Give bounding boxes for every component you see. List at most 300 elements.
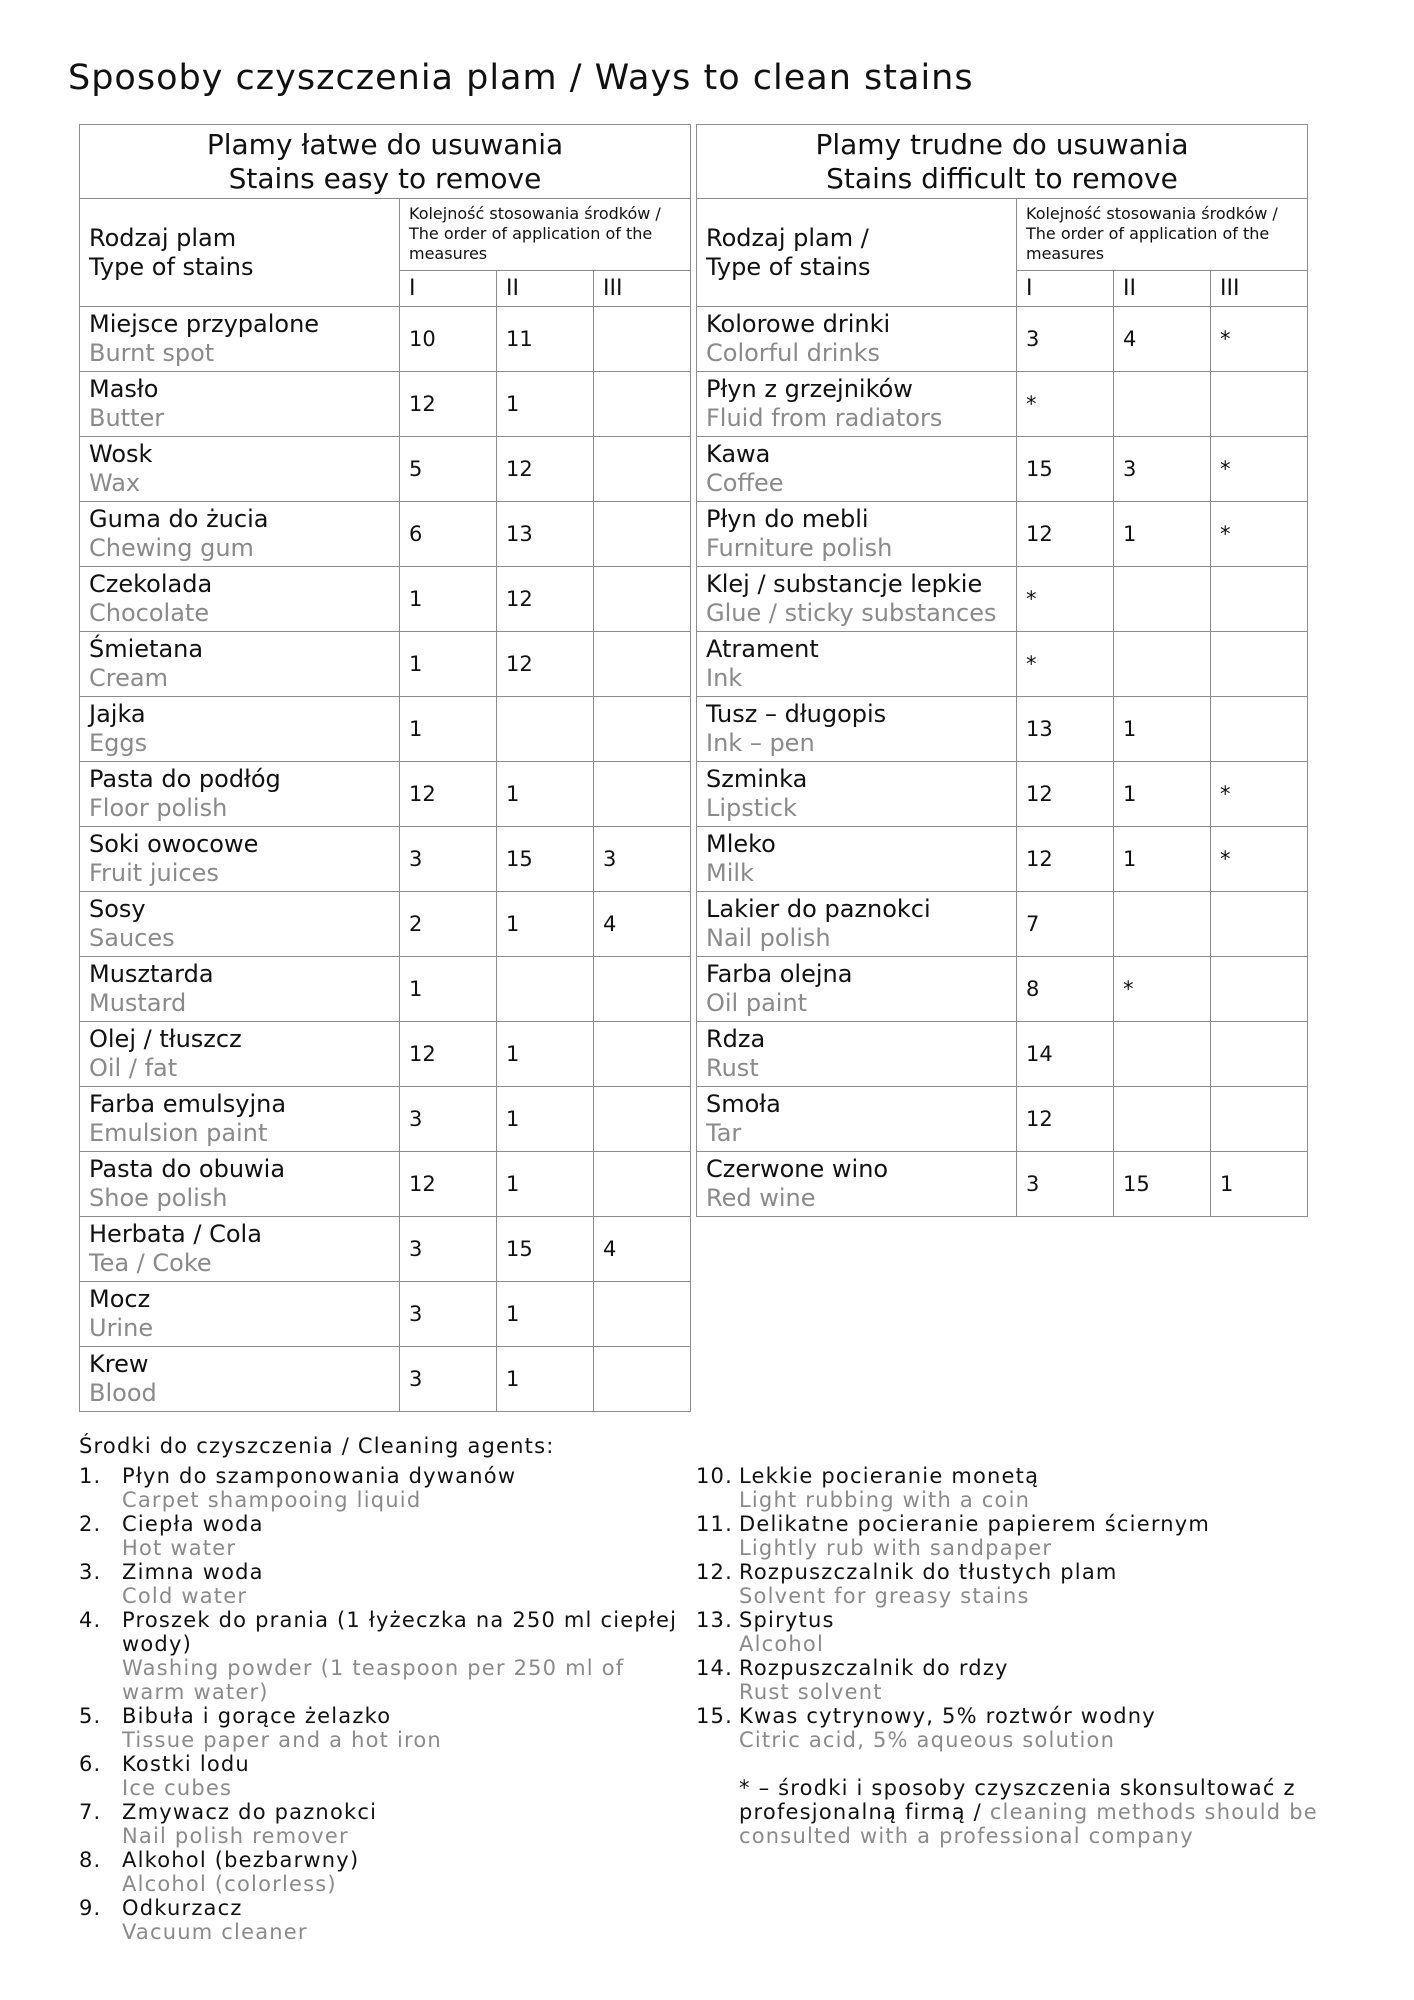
order-iii-cell	[1211, 632, 1308, 697]
order-ii-cell: 15	[497, 827, 594, 892]
stain-type-cell	[80, 1282, 400, 1347]
stain-type-cell	[697, 1152, 1017, 1217]
agent-number: 3.	[79, 1560, 102, 1584]
stain-row	[80, 372, 691, 437]
cleaning-agent-item	[79, 1800, 679, 1848]
stain-name-en: Red wine	[706, 1184, 816, 1212]
order-iii-cell	[594, 632, 691, 697]
hard-order-header: Kolejność stosowania środków / The order of application of the measures	[1017, 199, 1308, 271]
order-i-cell: 14	[1017, 1022, 1114, 1087]
stain-type-cell	[697, 1022, 1017, 1087]
easy-order-header: Kolejność stosowania środków / The order of application of the measures	[400, 199, 691, 271]
stain-name-en: Oil paint	[706, 989, 808, 1017]
agent-number: 1.	[79, 1464, 102, 1488]
stain-name-en: Emulsion paint	[89, 1119, 268, 1147]
stain-row	[697, 307, 1308, 372]
hard-col-ii: II	[1114, 271, 1211, 307]
stain-row	[80, 307, 691, 372]
order-ii-cell	[497, 957, 594, 1022]
order-i-cell: 3	[400, 1087, 497, 1152]
stain-name-en: Eggs	[89, 729, 148, 757]
order-i-cell: 12	[400, 762, 497, 827]
agent-name-en: Hot water	[122, 1536, 237, 1560]
stain-name-pl: Pasta do podłóg	[89, 765, 281, 793]
stain-row	[697, 502, 1308, 567]
agent-number: 10.	[696, 1464, 733, 1488]
order-ii-cell: 12	[497, 632, 594, 697]
stain-type-cell	[80, 502, 400, 567]
stain-row	[697, 1022, 1308, 1087]
stain-name-pl: Szminka	[706, 765, 808, 793]
stain-name-en: Ink – pen	[706, 729, 815, 757]
order-i-cell: 3	[400, 1347, 497, 1412]
stain-name-pl: Soki owocowe	[89, 830, 259, 858]
stain-type-cell	[697, 1087, 1017, 1152]
order-i-cell: 8	[1017, 957, 1114, 1022]
agent-name-en: Solvent for greasy stains	[739, 1584, 1030, 1608]
stain-name-pl: Herbata / Cola	[89, 1220, 262, 1248]
order-i-cell: 3	[1017, 307, 1114, 372]
agent-name-en: Lightly rub with sandpaper	[739, 1536, 1053, 1560]
order-i-cell: 12	[400, 1152, 497, 1217]
stain-name-en: Cream	[89, 664, 168, 692]
stain-row	[697, 957, 1308, 1022]
stain-name-pl: Kolorowe drinki	[706, 310, 891, 338]
stain-type-cell	[80, 1217, 400, 1282]
order-ii-cell: 1	[497, 1087, 594, 1152]
stain-name-en: Furniture polish	[706, 534, 893, 562]
stain-name-pl: Płyn z grzejników	[706, 375, 913, 403]
stain-row	[697, 372, 1308, 437]
stain-type-cell	[697, 827, 1017, 892]
stain-name-en: Fluid from radiators	[706, 404, 943, 432]
easy-type-label-pl: Rodzaj plam	[89, 223, 237, 252]
stain-name-pl: Rdza	[706, 1025, 766, 1053]
order-i-cell: 12	[400, 1022, 497, 1087]
agent-name-pl: Odkurzacz	[122, 1896, 243, 1920]
order-iii-cell: 4	[594, 1217, 691, 1282]
order-ii-cell: 1	[497, 892, 594, 957]
stain-row	[697, 567, 1308, 632]
agent-name-en: Vacuum cleaner	[122, 1920, 308, 1944]
stain-row	[80, 1087, 691, 1152]
agent-number: 13.	[696, 1608, 733, 1632]
stain-type-cell	[80, 892, 400, 957]
stain-name-pl: Farba emulsyjna	[89, 1090, 287, 1118]
stain-row	[697, 632, 1308, 697]
order-ii-cell: 12	[497, 437, 594, 502]
cleaning-agent-item	[696, 1704, 1336, 1752]
stain-name-pl: Jajka	[89, 700, 146, 728]
agent-name-pl: Rozpuszczalnik do rdzy	[739, 1656, 1009, 1680]
agent-name-pl: Kwas cytrynowy, 5% roztwór wodny	[739, 1704, 1156, 1728]
easy-col-i: I	[400, 271, 497, 307]
order-ii-cell	[1114, 892, 1211, 957]
stain-name-en: Milk	[706, 859, 754, 887]
hard-type-label-en: Type of stains	[706, 252, 871, 281]
order-ii-cell: 15	[497, 1217, 594, 1282]
stain-name-pl: Klej / substancje lepkie	[706, 570, 983, 598]
stain-row	[697, 1152, 1308, 1217]
order-iii-cell	[1211, 372, 1308, 437]
cleaning-agent-item	[696, 1608, 1336, 1656]
hard-col-iii: III	[1211, 271, 1308, 307]
easy-type-label-en: Type of stains	[89, 252, 254, 281]
order-ii-cell: 1	[497, 1022, 594, 1087]
agent-name-pl: Delikatne pocieranie papierem ściernym	[739, 1512, 1211, 1536]
hard-col-i: I	[1017, 271, 1114, 307]
agent-name-pl: Spirytus	[739, 1608, 835, 1632]
order-iii-cell	[594, 372, 691, 437]
order-iii-cell: *	[1211, 827, 1308, 892]
agent-name-pl: Lekkie pocieranie monetą	[739, 1464, 1040, 1488]
stain-name-en: Sauces	[89, 924, 175, 952]
hard-type-header	[697, 199, 1017, 307]
stain-type-cell	[80, 567, 400, 632]
order-ii-cell: 15	[1114, 1152, 1211, 1217]
stain-name-pl: Sosy	[89, 895, 146, 923]
hard-header-pl: Plamy trudne do usuwania	[815, 127, 1189, 161]
agent-name-en: Light rubbing with a coin	[739, 1488, 1031, 1512]
stain-name-en: Nail polish	[706, 924, 831, 952]
order-iii-cell	[1211, 697, 1308, 762]
agent-name-pl: Kostki lodu	[122, 1752, 250, 1776]
cleaning-agent-item	[696, 1464, 1336, 1512]
order-i-cell: 5	[400, 437, 497, 502]
cleaning-agent-item	[696, 1656, 1336, 1704]
cleaning-agent-item	[79, 1512, 679, 1560]
agent-number: 5.	[79, 1704, 102, 1728]
order-i-cell: *	[1017, 372, 1114, 437]
stain-name-en: Floor polish	[89, 794, 228, 822]
stain-name-en: Lipstick	[706, 794, 797, 822]
stain-name-en: Oil / fat	[89, 1054, 178, 1082]
order-iii-cell	[594, 567, 691, 632]
stain-name-en: Urine	[89, 1314, 154, 1342]
note-en: cleaning methods should be consulted with a professional company	[739, 1800, 1318, 1848]
stain-type-cell	[80, 697, 400, 762]
stain-row	[697, 827, 1308, 892]
stain-row	[80, 437, 691, 502]
agent-name-en: Nail polish remover	[122, 1824, 349, 1848]
order-ii-cell: 1	[497, 1347, 594, 1412]
order-i-cell: 10	[400, 307, 497, 372]
agent-name-en: Citric acid, 5% aqueous solution	[739, 1728, 1116, 1752]
stain-name-en: Butter	[89, 404, 165, 432]
agent-name-en: Tissue paper and a hot iron	[122, 1728, 442, 1752]
order-iii-cell	[594, 1087, 691, 1152]
order-iii-cell	[594, 502, 691, 567]
cleaning-agent-item	[79, 1896, 679, 1944]
agent-name-pl: Bibuła i gorące żelazko	[122, 1704, 392, 1728]
order-i-cell: 12	[1017, 1087, 1114, 1152]
stain-name-pl: Wosk	[89, 440, 153, 468]
order-i-cell: 3	[400, 1282, 497, 1347]
order-i-cell: 3	[1017, 1152, 1114, 1217]
agent-name-pl: Proszek do prania (1 łyżeczka na 250 ml ciepłej wody)	[122, 1608, 678, 1656]
agent-number: 8.	[79, 1848, 102, 1872]
stain-row	[697, 697, 1308, 762]
stain-row	[80, 1217, 691, 1282]
hard-table-body	[697, 307, 1308, 1217]
order-ii-cell	[1114, 567, 1211, 632]
order-i-cell: 15	[1017, 437, 1114, 502]
stain-type-cell	[80, 1087, 400, 1152]
consult-note	[739, 1776, 1336, 1848]
agent-name-en: Alcohol	[739, 1632, 824, 1656]
stain-name-en: Fruit juices	[89, 859, 219, 887]
stain-type-cell	[80, 827, 400, 892]
stain-type-cell	[697, 567, 1017, 632]
order-iii-cell	[594, 1282, 691, 1347]
order-iii-cell	[1211, 892, 1308, 957]
stain-type-cell	[697, 632, 1017, 697]
hard-stains-table	[696, 124, 1308, 1217]
cleaning-agent-item	[79, 1752, 679, 1800]
order-ii-cell: 1	[1114, 502, 1211, 567]
stain-type-cell	[80, 372, 400, 437]
order-ii-cell	[497, 697, 594, 762]
order-i-cell: *	[1017, 567, 1114, 632]
stain-row	[697, 762, 1308, 827]
order-i-cell: *	[1017, 632, 1114, 697]
stain-name-en: Shoe polish	[89, 1184, 228, 1212]
stain-name-pl: Atrament	[706, 635, 819, 663]
cleaning-agent-item	[79, 1608, 679, 1704]
stain-name-pl: Pasta do obuwia	[89, 1155, 286, 1183]
stain-type-cell	[80, 632, 400, 697]
easy-table-header	[80, 125, 691, 199]
order-iii-cell: *	[1211, 502, 1308, 567]
order-iii-cell: 3	[594, 827, 691, 892]
cleaning-agents-list-left	[79, 1464, 679, 1944]
cleaning-agent-item	[79, 1464, 679, 1512]
stain-row	[80, 1282, 691, 1347]
agent-number: 4.	[79, 1608, 102, 1632]
stain-name-pl: Czerwone wino	[706, 1155, 889, 1183]
stain-name-en: Chewing gum	[89, 534, 254, 562]
stain-name-en: Colorful drinks	[706, 339, 880, 367]
order-ii-cell: 1	[1114, 762, 1211, 827]
agent-number: 15.	[696, 1704, 733, 1728]
stain-name-en: Tea / Coke	[89, 1249, 212, 1277]
stain-name-pl: Miejsce przypalone	[89, 310, 320, 338]
note-pl: * – środki i sposoby czyszczenia skonsultować z profesjonalną firmą /	[739, 1776, 1296, 1824]
agent-name-en: Cold water	[122, 1584, 248, 1608]
order-i-cell: 2	[400, 892, 497, 957]
stain-name-pl: Farba olejna	[706, 960, 853, 988]
stain-row	[80, 762, 691, 827]
stain-name-en: Coffee	[706, 469, 784, 497]
stain-type-cell	[80, 762, 400, 827]
order-ii-cell	[1114, 372, 1211, 437]
cleaning-agent-item	[79, 1704, 679, 1752]
order-iii-cell	[594, 1022, 691, 1087]
stain-type-cell	[697, 957, 1017, 1022]
stain-name-pl: Mocz	[89, 1285, 151, 1313]
agent-number: 2.	[79, 1512, 102, 1536]
order-iii-cell	[594, 307, 691, 372]
stain-type-cell	[697, 437, 1017, 502]
stain-name-pl: Guma do żucia	[89, 505, 269, 533]
agent-name-pl: Alkohol (bezbarwny)	[122, 1848, 360, 1872]
stain-type-cell	[697, 372, 1017, 437]
order-ii-cell: *	[1114, 957, 1211, 1022]
order-iii-cell	[1211, 1087, 1308, 1152]
order-i-cell: 12	[1017, 827, 1114, 892]
hard-header-en: Stains difficult to remove	[826, 161, 1178, 195]
order-ii-cell: 1	[1114, 697, 1211, 762]
stain-type-cell	[697, 762, 1017, 827]
stain-name-en: Chocolate	[89, 599, 210, 627]
agent-number: 12.	[696, 1560, 733, 1584]
order-i-cell: 3	[400, 1217, 497, 1282]
stain-name-en: Glue / sticky substances	[706, 599, 997, 627]
order-ii-cell: 4	[1114, 307, 1211, 372]
stain-type-cell	[80, 1022, 400, 1087]
stain-name-en: Mustard	[89, 989, 187, 1017]
agent-name-en: Washing powder (1 teaspoon per 250 ml of warm water)	[122, 1656, 625, 1704]
stain-name-pl: Czekolada	[89, 570, 213, 598]
order-i-cell: 12	[400, 372, 497, 437]
agent-name-pl: Zmywacz do paznokci	[122, 1800, 378, 1824]
stain-type-cell	[697, 697, 1017, 762]
order-iii-cell	[594, 697, 691, 762]
stain-name-en: Burnt spot	[89, 339, 215, 367]
stain-name-en: Blood	[89, 1379, 157, 1407]
order-ii-cell	[1114, 632, 1211, 697]
cleaning-agent-item	[696, 1512, 1336, 1560]
page-title: Sposoby czyszczenia plam / Ways to clean stains	[68, 58, 974, 98]
stain-name-pl: Mleko	[706, 830, 776, 858]
stain-type-cell	[697, 307, 1017, 372]
stain-type-cell	[697, 892, 1017, 957]
agent-number: 14.	[696, 1656, 733, 1680]
stain-name-pl: Śmietana	[89, 635, 204, 663]
order-iii-cell: *	[1211, 307, 1308, 372]
easy-header-pl: Plamy łatwe do usuwania	[206, 127, 564, 161]
stain-name-pl: Lakier do paznokci	[706, 895, 931, 923]
stain-row	[80, 1152, 691, 1217]
stain-name-pl: Musztarda	[89, 960, 214, 988]
agent-name-pl: Zimna woda	[122, 1560, 264, 1584]
stain-row	[80, 697, 691, 762]
order-iii-cell: *	[1211, 762, 1308, 827]
cleaning-agents-title: Środki do czyszczenia / Cleaning agents:	[79, 1434, 555, 1458]
agent-number: 7.	[79, 1800, 102, 1824]
easy-table-body	[80, 307, 691, 1412]
order-iii-cell: 4	[594, 892, 691, 957]
order-iii-cell: 1	[1211, 1152, 1308, 1217]
stain-row	[697, 1087, 1308, 1152]
easy-col-ii: II	[497, 271, 594, 307]
agent-name-en: Carpet shampooing liquid	[122, 1488, 422, 1512]
order-iii-cell	[1211, 567, 1308, 632]
stain-type-cell	[697, 502, 1017, 567]
hard-type-label-pl: Rodzaj plam /	[706, 223, 869, 252]
order-i-cell: 12	[1017, 502, 1114, 567]
stain-row	[80, 1022, 691, 1087]
agent-name-pl: Płyn do szamponowania dywanów	[122, 1464, 517, 1488]
stain-name-pl: Smoła	[706, 1090, 781, 1118]
order-ii-cell: 1	[1114, 827, 1211, 892]
stain-row	[80, 892, 691, 957]
order-ii-cell	[1114, 1022, 1211, 1087]
order-iii-cell	[594, 437, 691, 502]
stain-name-pl: Kawa	[706, 440, 771, 468]
order-iii-cell	[1211, 957, 1308, 1022]
stain-name-en: Rust	[706, 1054, 759, 1082]
stain-name-en: Tar	[706, 1119, 742, 1147]
order-ii-cell	[1114, 1087, 1211, 1152]
stain-row	[80, 502, 691, 567]
order-i-cell: 1	[400, 957, 497, 1022]
stain-name-pl: Płyn do mebli	[706, 505, 869, 533]
stain-name-pl: Masło	[89, 375, 159, 403]
order-iii-cell: *	[1211, 437, 1308, 502]
easy-type-header	[80, 199, 400, 307]
order-ii-cell: 11	[497, 307, 594, 372]
order-i-cell: 1	[400, 697, 497, 762]
stain-name-pl: Krew	[89, 1350, 149, 1378]
easy-col-iii: III	[594, 271, 691, 307]
stain-type-cell	[80, 437, 400, 502]
cleaning-agent-item	[79, 1560, 679, 1608]
stain-row	[80, 1347, 691, 1412]
stain-row	[697, 892, 1308, 957]
order-iii-cell	[594, 1347, 691, 1412]
order-iii-cell	[594, 1152, 691, 1217]
stain-row	[80, 567, 691, 632]
hard-table-header	[697, 125, 1308, 199]
order-iii-cell	[594, 957, 691, 1022]
order-i-cell: 7	[1017, 892, 1114, 957]
cleaning-agents-list-right	[696, 1464, 1336, 1848]
stain-name-en: Wax	[89, 469, 141, 497]
easy-stains-table	[79, 124, 691, 1412]
agent-name-en: Alcohol (colorless)	[122, 1872, 337, 1896]
stain-name-en: Ink	[706, 664, 743, 692]
order-i-cell: 3	[400, 827, 497, 892]
agent-name-pl: Rozpuszczalnik do tłustych plam	[739, 1560, 1118, 1584]
order-i-cell: 1	[400, 567, 497, 632]
stain-type-cell	[80, 1347, 400, 1412]
stain-type-cell	[80, 307, 400, 372]
order-i-cell: 12	[1017, 762, 1114, 827]
stain-name-pl: Tusz – długopis	[706, 700, 887, 728]
agent-number: 11.	[696, 1512, 733, 1536]
order-ii-cell: 12	[497, 567, 594, 632]
order-iii-cell	[1211, 1022, 1308, 1087]
order-ii-cell: 1	[497, 372, 594, 437]
agent-name-pl: Ciepła woda	[122, 1512, 264, 1536]
cleaning-agent-item	[79, 1848, 679, 1896]
agent-number: 9.	[79, 1896, 102, 1920]
stain-type-cell	[80, 957, 400, 1022]
stain-row	[80, 632, 691, 697]
agent-number: 6.	[79, 1752, 102, 1776]
order-iii-cell	[594, 762, 691, 827]
order-ii-cell: 3	[1114, 437, 1211, 502]
order-i-cell: 1	[400, 632, 497, 697]
cleaning-agent-item	[696, 1560, 1336, 1608]
order-ii-cell: 1	[497, 1282, 594, 1347]
order-i-cell: 13	[1017, 697, 1114, 762]
easy-header-en: Stains easy to remove	[228, 161, 542, 195]
order-ii-cell: 13	[497, 502, 594, 567]
stain-name-pl: Olej / tłuszcz	[89, 1025, 242, 1053]
stain-row	[80, 827, 691, 892]
